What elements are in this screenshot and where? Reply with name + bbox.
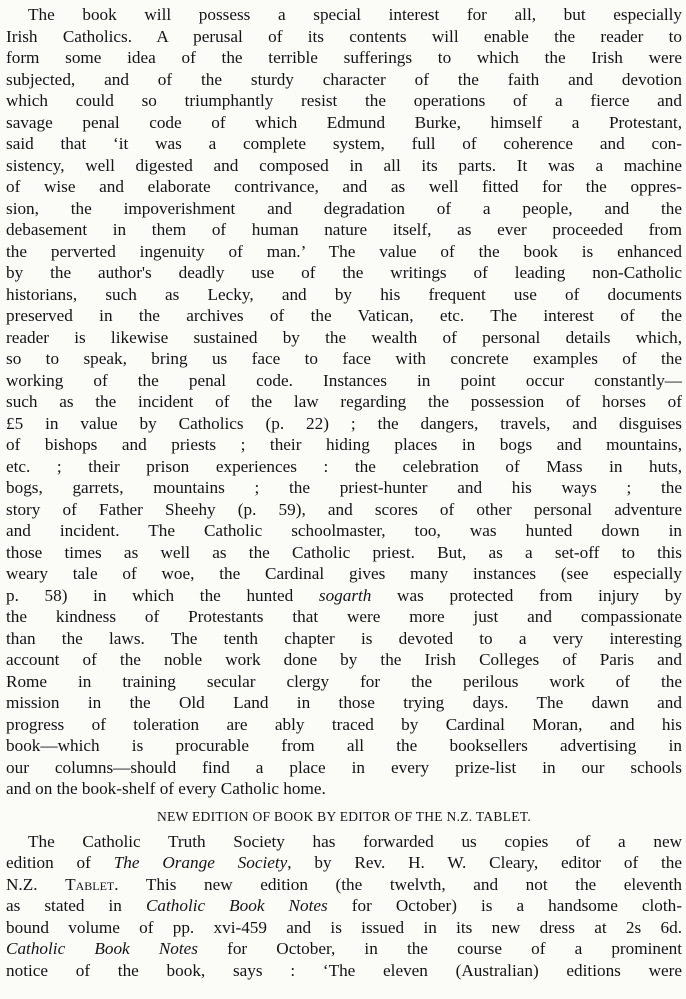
text-line: account of the noble work done by the Irish Colleges of Paris and — [6, 650, 682, 669]
text-line: debasement in them of human nature itself, as ever proceeded from — [6, 220, 682, 239]
text-line: story of Father Sheehy (p. 59), and scores of other personal adventure — [6, 499, 682, 519]
text-line: preserved in the archives of the Vatican, etc. The interest of the — [6, 306, 682, 325]
text-fragment: , by Rev. H. W. Cleary, editor of the — [287, 853, 682, 872]
text-line: subjected, and of the sturdy character of the faith and devotion — [6, 69, 682, 89]
text-line: said that ‘it was a complete system, full of coherence and con- — [6, 134, 682, 153]
publication-title-italic: Catholic Book Notes — [145, 896, 328, 915]
text-line: and incident. The Catholic schoolmaster, too, was hunted down in — [6, 521, 682, 540]
text-line: of wise and elaborate contrivance, and as well fitted for the oppres- — [6, 177, 682, 196]
text-fragment: N.Z. — [6, 874, 66, 894]
text-line: Rome in training secular clergy for the perilous work of the — [6, 671, 682, 691]
text-line: bound volume of pp. xvi-459 and is issued in its new dress at 2s 6d. — [6, 917, 682, 937]
text-line: notice of the book, says : ‘The eleven (Australian) editions were — [6, 960, 682, 980]
text-line-with-italic — [6, 938, 682, 960]
text-line: £5 in value by Catholics (p. 22) ; the dangers, travels, and disguises — [6, 413, 682, 433]
text-fragment: for October, in the course of a prominent — [197, 939, 682, 958]
text-line: of bishops and priests ; their hiding places in bogs and mountains, — [6, 435, 682, 454]
text-line-with-smallcaps — [6, 874, 682, 896]
text-line: progress of toleration are ably traced by Cardinal Moran, and his — [6, 714, 682, 734]
text-fragment: for October) is a handsome cloth- — [327, 896, 682, 915]
text-line: than the laws. The tenth chapter is devoted to a very interesting — [6, 628, 682, 648]
text-line: etc. ; their prison experiences : the celebration of Mass in huts, — [6, 456, 682, 476]
text-line: and on the book-shelf of every Catholic home. — [6, 779, 326, 798]
text-line: working of the penal code. Instances in point occur constantly— — [6, 370, 682, 390]
text-line: The book will possess a special interest for all, but especially — [28, 5, 682, 24]
text-line: savage penal code of which Edmund Burke, himself a Protestant, — [6, 112, 682, 132]
text-line: The Catholic Truth Society has forwarded us copies of a new — [28, 831, 682, 851]
text-line: by the author's deadly use of the writings of leading non-Catholic — [6, 263, 682, 282]
text-line: book—which is procurable from all the booksellers advertising in — [6, 736, 682, 755]
text-line: form some idea of the terrible sufferings to which the Irish were — [6, 48, 682, 67]
sogarth-italic: sogarth — [318, 585, 372, 605]
publication-title-italic: Catholic Book Notes — [6, 939, 198, 958]
section-heading: NEW EDITION OF BOOK BY EDITOR OF THE N.Z. TABLET. — [156, 808, 532, 824]
text-line: the kindness of Protestants that were more just and compassionate — [6, 607, 682, 626]
text-fragment: edition of — [6, 853, 114, 872]
text-line: so to speak, bring us face to face with concrete examples of the — [6, 349, 682, 368]
text-fragment: p. 58) in which the hunted — [6, 585, 294, 605]
text-line-with-italic — [6, 585, 682, 607]
text-fragment: was protected from injury by — [371, 585, 682, 605]
text-line: mission in the Old Land in those trying days. The dawn and — [6, 693, 682, 712]
text-line: which could so triumphantly resist the operations of a fierce and — [6, 91, 682, 110]
text-line: such as the incident of the law regarding the possession of horses of — [6, 392, 682, 411]
text-fragment: as stated in — [6, 896, 146, 915]
text-line: sistency, well digested and composed in all its parts. It was a machine — [6, 155, 682, 175]
book-title-italic: The Orange Society — [113, 853, 288, 872]
tablet-smallcaps: Tablet — [65, 874, 115, 894]
text-line: weary tale of woe, the Cardinal gives many instances (see especially — [6, 564, 682, 583]
text-line: sion, the impoverishment and degradation of a people, and the — [6, 198, 682, 218]
text-line: historians, such as Lecky, and by his frequent use of documents — [6, 284, 682, 304]
new-edition-paragraph — [6, 831, 682, 982]
text-line: our columns—should find a place in every prize-list in our schools — [6, 757, 682, 777]
text-line-with-italic — [6, 895, 682, 917]
text-line: those times as well as the Catholic priest. But, as a set-off to this — [6, 542, 682, 562]
text-fragment: . This new edition (the twelvth, and not the eleventh — [114, 874, 682, 894]
book-review-paragraph — [6, 4, 682, 800]
text-line-with-italic — [6, 852, 682, 874]
text-line: bogs, garrets, mountains ; the priest-hunter and his ways ; the — [6, 478, 682, 497]
text-line: the perverted ingenuity of man.’ The value of the book is enhanced — [6, 241, 682, 261]
text-line: reader is likewise sustained by the wealth of personal details which, — [6, 327, 682, 347]
text-line: Irish Catholics. A perusal of its contents will enable the reader to — [6, 26, 682, 46]
